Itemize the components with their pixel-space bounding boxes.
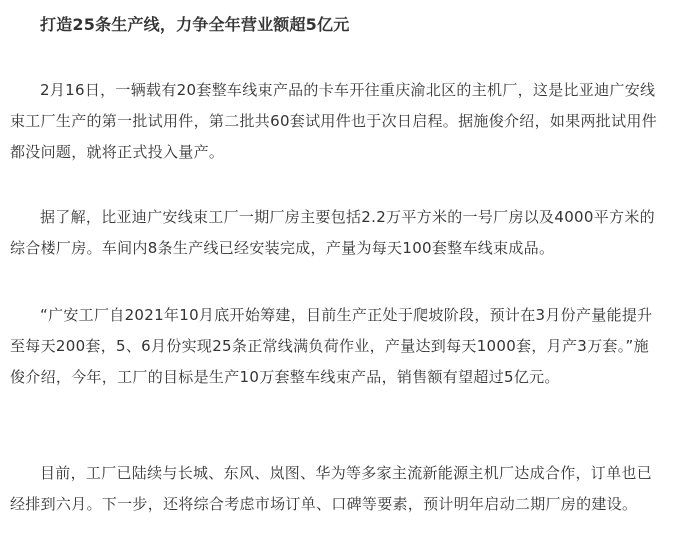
article-paragraph-2: 据了解，比亚迪广安线束工厂一期厂房主要包括2.2万平方米的一号厂房以及4000平方米的综合楼厂房。车间内8条生产线已经安装完成，产量为每天100套整车线束成品。: [10, 208, 655, 257]
article-paragraph-1: 2月16日，一辆载有20套整车线束产品的卡车开往重庆渝北区的主机厂，这是比亚迪广安线束工厂生产的第一批试用件，第二批共60套试用件也于次日启程。据施俊介绍，如果两批试用件都没问题，就将正式投入量产。: [10, 81, 657, 161]
article-paragraph-4: 目前，工厂已陆续与长城、东风、岚图、华为等多家主流新能源主机厂达成合作，订单也已经排到六月。下一步，还将综合考虑市场订单、口碑等要素，预计明年启动二期厂房的建设。: [10, 464, 653, 513]
article-heading: 打造25条生产线，力争全年营业额超5亿元: [40, 15, 350, 34]
article-paragraph-3: “广安工厂自2021年10月底开始筹建，目前生产正处于爬坡阶段，预计在3月份产量能提升至每天200套，5、6月份实现25条正常线满负荷作业，产量达到每天1000套，月产3万套。”施俊介绍，今年，工厂的目标是生产10万套整车线束产品，销售额有望超过5亿元。: [10, 306, 653, 386]
